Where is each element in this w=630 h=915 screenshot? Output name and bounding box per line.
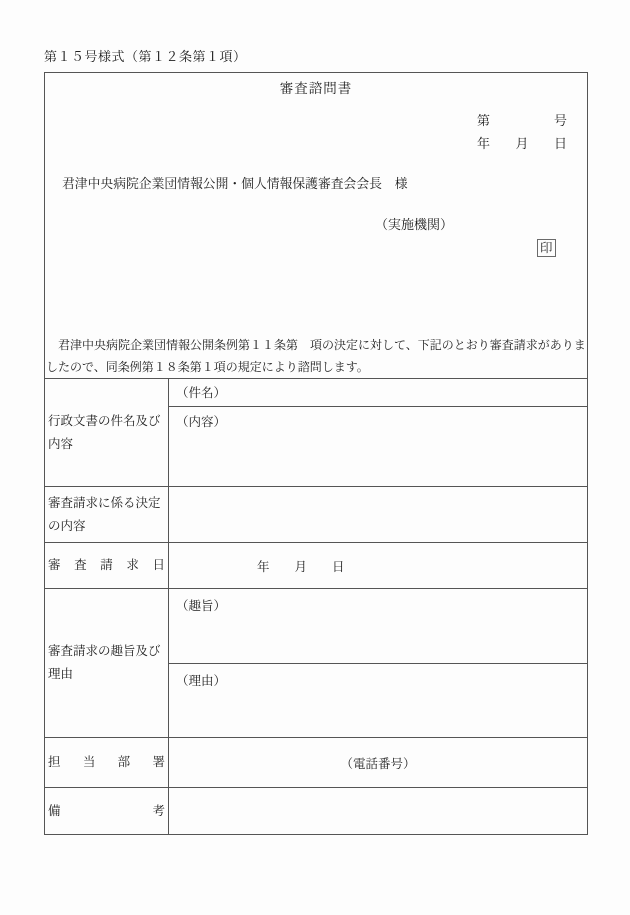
table-row-request-date — [45, 543, 587, 589]
body-line-1: 君津中央病院企業団情報公開条例第１１条第 項の決定に対して、下記のとおり審査請求がありま — [46, 338, 586, 352]
decision-label-cell — [45, 487, 169, 542]
purpose-field: （趣旨） — [169, 589, 587, 664]
document-name-value-cell — [169, 379, 587, 486]
document-date-line — [477, 133, 567, 152]
table-row-decision — [45, 487, 587, 543]
purpose-value-cell — [169, 589, 587, 737]
body-paragraph — [46, 334, 586, 378]
document-border-box — [44, 72, 588, 835]
table-row-document-name — [45, 379, 587, 487]
table-row-purpose-reason — [45, 589, 587, 738]
content-field: （内容） — [176, 415, 227, 429]
purpose-label: 審査請求の趣旨及び理由 — [48, 644, 161, 681]
remarks-value-cell — [169, 788, 587, 834]
phone-number-field: （電話番号） — [340, 756, 416, 771]
seal-stamp-mark: 印 — [537, 239, 556, 257]
table-row-department — [45, 738, 587, 788]
purpose-label-cell — [45, 589, 169, 737]
department-value-cell — [169, 738, 587, 787]
remarks-label-cell — [45, 788, 169, 834]
decision-label: 審査請求に係る決定の内容 — [48, 495, 161, 533]
request-date-value-cell — [169, 543, 587, 588]
document-title: 審査諮問書 — [279, 81, 353, 96]
remarks-label: 備考 — [48, 803, 165, 818]
document-name-label-cell — [45, 379, 169, 486]
department-label: 担当部署 — [48, 755, 165, 769]
date-month-label: 月 — [515, 136, 529, 151]
date-year-label: 年 — [477, 136, 491, 151]
document-number-suffix: 号 — [553, 113, 567, 128]
request-date-value: 年 月 日 — [257, 559, 345, 574]
document-number-prefix: 第 — [477, 113, 491, 128]
date-day-label: 日 — [553, 136, 567, 151]
table-row-remarks — [45, 788, 587, 834]
department-label-cell — [45, 738, 169, 787]
subject-field: （件名） — [169, 379, 587, 407]
decision-value-cell — [169, 487, 587, 542]
body-line-2: したので、同条例第１８条第１項の規定により諮問します。 — [46, 360, 369, 374]
request-date-label: 審査請求日 — [48, 558, 165, 572]
document-number-line — [477, 110, 567, 129]
request-date-label-cell — [45, 543, 169, 588]
reason-field: （理由） — [176, 674, 227, 688]
form-style-number: 第１５号様式（第１２条第１項） — [44, 49, 247, 64]
document-name-label: 行政文書の件名及び内容 — [48, 413, 161, 451]
addressee-line: 君津中央病院企業団情報公開・個人情報保護審査会会長 様 — [62, 177, 408, 191]
issuer-agency-label: （実施機関） — [375, 217, 454, 232]
form-table — [45, 378, 587, 834]
